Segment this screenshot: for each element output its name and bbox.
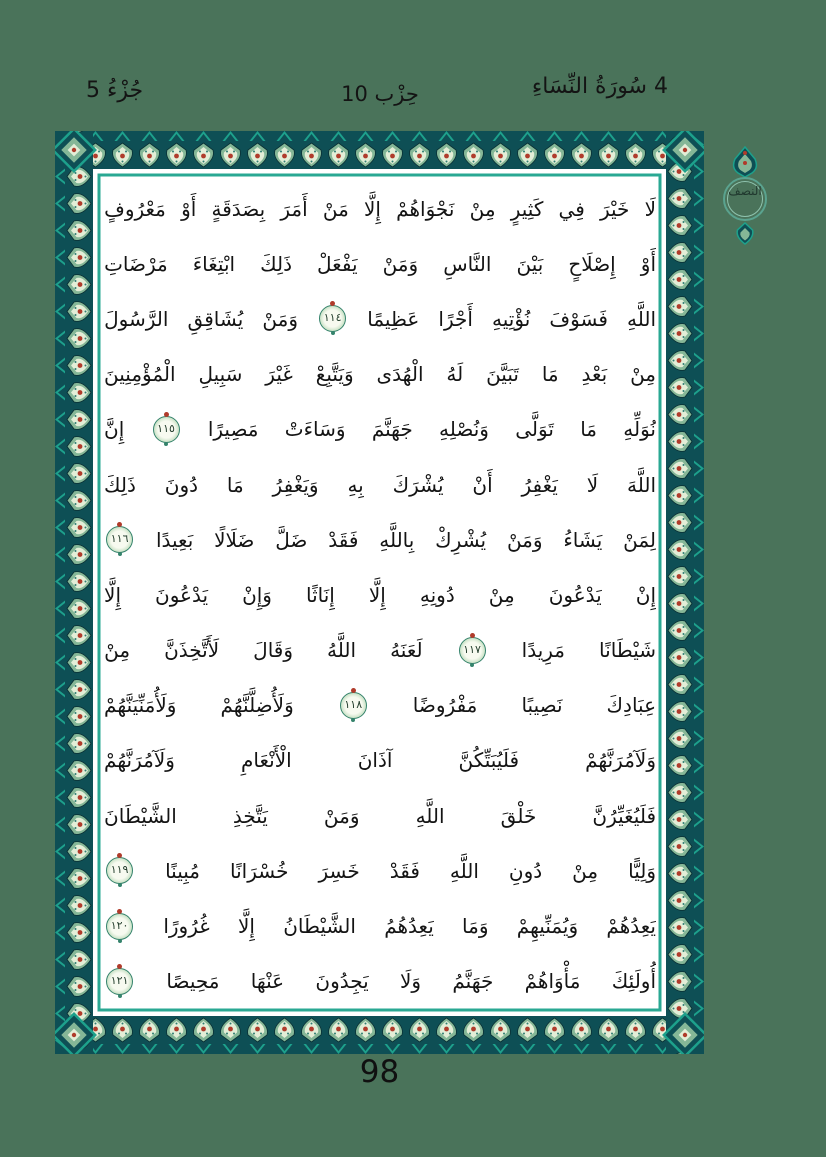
verse-word: وَيَغْفِرُ: [272, 472, 319, 497]
verse-word: آذَانَ: [357, 748, 393, 773]
mushaf-line: [104, 291, 656, 346]
ayah-end-marker: ١١٧: [459, 637, 486, 664]
verse-word: اللَّهُ: [327, 638, 357, 663]
verse-word: بِهِ: [347, 472, 364, 497]
verse-word: لَهُ: [446, 362, 464, 387]
verse-word: يُشْرَكَ: [392, 472, 444, 497]
mushaf-line: [104, 567, 656, 622]
verse-word: عَظِيمًا: [367, 306, 420, 331]
mushaf-line: [104, 402, 656, 457]
verse-word: مَأْوَاهُمْ: [524, 969, 581, 994]
ayah-end-marker: ١٢١: [106, 968, 133, 995]
verse-word: نُؤْتِيهِ: [492, 306, 531, 331]
ayah-end-marker: ١١٦: [106, 526, 133, 553]
verse-word: دُونِ: [508, 858, 543, 883]
verse-word: إِلَّا: [237, 914, 255, 939]
verse-word: مِنْ: [630, 362, 656, 387]
verse-word: الْمُؤْمِنِينَ: [104, 362, 176, 387]
verse-word: سَبِيلِ: [198, 362, 243, 387]
verse-word: لِمَنْ: [623, 527, 656, 552]
verse-word: دُونِهِ: [419, 582, 455, 607]
verse-word: لَعَنَهُ: [390, 638, 423, 663]
verse-word: فَقَدْ: [328, 527, 359, 552]
verse-word: يُشْرِكْ: [435, 527, 487, 552]
verse-word: وَلَآمُرَنَّهُمْ: [585, 748, 656, 773]
ayah-end-marker: ١١٥: [153, 416, 180, 443]
mushaf-line: [104, 457, 656, 512]
verse-word: كَثِيرٍ: [510, 196, 544, 221]
verse-word: وَلَأُمَنِّيَنَّهُمْ: [104, 693, 177, 718]
mushaf-line: [104, 347, 656, 402]
verse-word: يَعِدُهُمْ: [606, 914, 656, 939]
verse-word: نَجْوَاهُمْ: [396, 196, 455, 221]
verse-word: وَلِيًّا: [628, 858, 656, 883]
verse-word: فَلَيُبَتِّكُنَّ: [458, 748, 520, 773]
verse-word: نُوَلِّهِ: [623, 417, 656, 442]
mushaf-line: [104, 843, 656, 898]
verse-word: وَيُمَنِّيهِمْ: [516, 914, 579, 939]
verse-word: دُونَ: [164, 472, 199, 497]
verse-word: مَرْضَاتِ: [104, 251, 168, 276]
verse-word: غَيْرَ: [265, 362, 293, 387]
mushaf-line: [104, 788, 656, 843]
verse-word: وَنُصْلِهِ: [439, 417, 489, 442]
verse-word: إِصْلَاحٍ: [568, 251, 616, 276]
verse-word: خَسِرَ: [318, 858, 360, 883]
verse-word: يَدْعُونَ: [548, 582, 602, 607]
verse-word: بِاللَّهِ: [379, 527, 415, 552]
half-hizb-medallion-ornament: [714, 146, 776, 252]
mushaf-line: [104, 954, 656, 1009]
ayah-end-marker: ١١٨: [340, 692, 367, 719]
verse-word: خَلْقَ: [500, 803, 537, 828]
mushaf-line: [104, 733, 656, 788]
verse-word: فِي: [558, 196, 585, 221]
ayah-end-marker: ١٢٠: [106, 913, 133, 940]
verse-word: الرَّسُولَ: [104, 306, 169, 331]
verse-word: شَيْطَانًا: [599, 638, 656, 663]
half-hizb-medallion: [714, 146, 776, 256]
ayah-end-marker: ١١٩: [106, 857, 133, 884]
mushaf-line: [104, 678, 656, 733]
verse-word: ابْتِغَاءَ: [192, 251, 236, 276]
verse-word: الشَّيْطَانُ: [283, 914, 356, 939]
verse-word: وَقَالَ: [253, 638, 294, 663]
verse-word: يَغْفِرُ: [521, 472, 558, 497]
verse-word: مِنْ: [469, 196, 496, 221]
verse-word: فَسَوْفَ: [549, 306, 608, 331]
verse-word: لَا: [644, 196, 656, 221]
verse-word: لَا: [586, 472, 599, 497]
verse-word: أَجْرًا: [438, 306, 473, 331]
mushaf-line: [104, 236, 656, 291]
verse-word: وَإِنْ: [242, 582, 272, 607]
ayah-end-marker: ١١٤: [319, 305, 346, 332]
verse-word: أَوْ: [640, 251, 656, 276]
half-hizb-label: النصف: [728, 184, 762, 198]
verse-word: فَلَيُغَيِّرُنَّ: [592, 803, 656, 828]
verse-word: وَلَآمُرَنَّهُمْ: [104, 748, 175, 773]
verse-word: مَنْ: [322, 196, 349, 221]
verse-word: وَلَا: [400, 969, 422, 994]
verse-word: الْأَنْعَامِ: [241, 748, 292, 773]
verse-word: مَعْرُوفٍ: [104, 196, 166, 221]
verse-word: وَمَنْ: [323, 803, 360, 828]
verse-word: مِنْ: [572, 858, 599, 883]
verse-word: اللَّهَ: [627, 472, 656, 497]
verse-word: يَتَّخِذِ: [232, 803, 268, 828]
verse-word: خَيْرَ: [599, 196, 630, 221]
verse-word: يَشَاءُ: [563, 527, 603, 552]
verse-word: وَمَنْ: [382, 251, 419, 276]
verse-word: اللَّهِ: [449, 858, 479, 883]
verse-word: عِبَادِكَ: [606, 693, 656, 718]
verse-word: تَبَيَّنَ: [486, 362, 519, 387]
mushaf-line: [104, 512, 656, 567]
verse-word: وَمَنْ: [506, 527, 543, 552]
verse-word: ضَلَالًا: [214, 527, 255, 552]
verse-word: بَيْنَ: [516, 251, 544, 276]
verse-word: وَسَاءَتْ: [284, 417, 346, 442]
verse-word: نَصِيبًا: [521, 693, 563, 718]
header-juz-label: جُزْءُ 5: [86, 78, 144, 103]
verse-word: أَمَرَ: [280, 196, 308, 221]
verse-word: وَمَا: [462, 914, 489, 939]
verse-word: يُشَاقِقِ: [187, 306, 244, 331]
verse-word: مَرِيدًا: [521, 638, 566, 663]
verse-word: مَا: [541, 362, 559, 387]
verse-word: إِنَاثًا: [305, 582, 335, 607]
verse-word: مَا: [226, 472, 244, 497]
verse-word: اللَّهِ: [415, 803, 445, 828]
verse-word: مَحِيصًا: [166, 969, 220, 994]
verse-word: النَّاسِ: [443, 251, 492, 276]
verse-word: وَيَتَّبِعْ: [315, 362, 354, 387]
verse-word: إِنْ: [635, 582, 656, 607]
verse-word: فَقَدْ: [389, 858, 420, 883]
verse-word: إِنَّ: [104, 417, 125, 442]
verse-word: يَدْعُونَ: [155, 582, 209, 607]
verse-word: بَعِيدًا: [155, 527, 194, 552]
verse-word: أَوْ: [181, 196, 197, 221]
verse-word: مِنْ: [104, 638, 131, 663]
verse-word: ذَلِكَ: [104, 472, 136, 497]
header-surah-title: 4 سُورَةُ النِّسَاءِ: [531, 74, 668, 99]
verse-word: الْهُدَى: [376, 362, 424, 387]
verse-word: يَجِدُونَ: [315, 969, 369, 994]
verse-word: إِلَّا: [364, 196, 381, 221]
verse-word: تَوَلَّى: [515, 417, 554, 442]
verse-word: ذَلِكَ: [260, 251, 292, 276]
mushaf-line: [104, 623, 656, 678]
verse-word: إِلَّا: [368, 582, 386, 607]
verse-lines: [104, 181, 656, 1009]
verse-word: مِنْ: [488, 582, 515, 607]
page-number: 98: [359, 1054, 400, 1090]
verse-word: مُبِينًا: [165, 858, 200, 883]
verse-word: وَمَنْ: [262, 306, 298, 331]
verse-word: بَعْدِ: [581, 362, 608, 387]
mushaf-line: [104, 898, 656, 953]
verse-word: عَنْهَا: [250, 969, 285, 994]
verse-word: خُسْرَانًا: [230, 858, 289, 883]
verse-word: مَصِيرًا: [207, 417, 259, 442]
mushaf-line: [104, 181, 656, 236]
verse-word: لَأَتَّخِذَنَّ: [164, 638, 220, 663]
verse-word: جَهَنَّمُ: [452, 969, 494, 994]
verse-word: جَهَنَّمَ: [371, 417, 413, 442]
verse-word: يَفْعَلْ: [317, 251, 358, 276]
verse-word: بِصَدَقَةٍ: [211, 196, 266, 221]
verse-word: وَلَأُضِلَّنَّهُمْ: [220, 693, 294, 718]
verse-word: اللَّهِ: [627, 306, 656, 331]
verse-word: ضَلَّ: [275, 527, 308, 552]
verse-word: غُرُورًا: [163, 914, 210, 939]
verse-word: إِلَّا: [104, 582, 121, 607]
verse-word: الشَّيْطَانَ: [104, 803, 177, 828]
header-hizb-label: حِزْب 10: [341, 82, 419, 106]
verse-word: مَفْرُوضًا: [412, 693, 478, 718]
verse-word: مَا: [580, 417, 597, 442]
verse-word: أُولَئِكَ: [611, 969, 656, 994]
verse-word: أَنْ: [472, 472, 493, 497]
verse-word: يَعِدُهُمُ: [384, 914, 434, 939]
